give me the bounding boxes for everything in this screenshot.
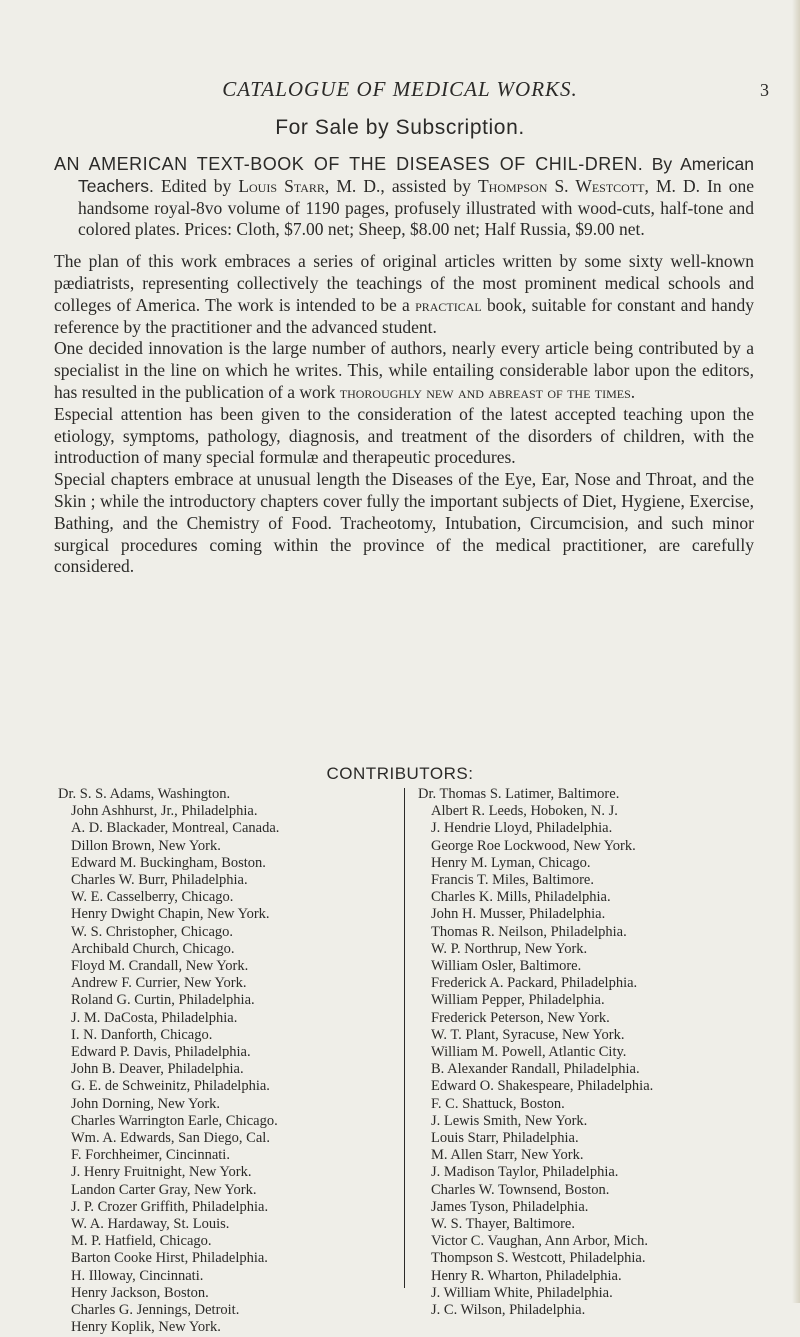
contributor-entry: W. A. Hardaway, St. Louis.: [71, 1216, 230, 1233]
contributor-entry: William Pepper, Philadelphia.: [431, 992, 605, 1009]
contributor-entry: W. S. Thayer, Baltimore.: [431, 1216, 575, 1233]
contributor-entry: Dr. S. S. Adams, Washington.: [58, 786, 231, 802]
page-edge: [792, 0, 800, 1303]
contributors-left-column: [58, 786, 279, 1337]
contributor-entry: W. E. Casselberry, Chicago.: [71, 889, 234, 906]
contributor-entry: Frederick A. Packard, Philadelphia.: [431, 975, 638, 992]
contributor-entry: M. P. Hatfield, Chicago.: [71, 1233, 212, 1250]
paragraph-plan: [54, 251, 754, 338]
contributor-entry: John H. Musser, Philadelphia.: [431, 906, 606, 923]
contributor-entry: J. Madison Taylor, Philadelphia.: [431, 1164, 619, 1181]
page-number: 3: [760, 80, 769, 100]
contributor-entry: I. N. Danforth, Chicago.: [71, 1026, 213, 1043]
contributor-entry: Charles G. Jennings, Detroit.: [71, 1302, 240, 1319]
contributor-entry: Albert R. Leeds, Hoboken, N. J.: [431, 803, 618, 820]
contributor-entry: Dr. Thomas S. Latimer, Baltimore.: [418, 786, 620, 802]
contributor-entry: Edward P. Davis, Philadelphia.: [71, 1044, 251, 1061]
contributor-entry: W. P. Northrup, New York.: [431, 940, 588, 957]
contributor-entry: Barton Cooke Hirst, Philadelphia.: [71, 1250, 268, 1267]
running-head: CATALOGUE OF MEDICAL WORKS.: [222, 77, 578, 101]
contributor-entry: Victor C. Vaughan, Ann Arbor, Mich.: [431, 1233, 648, 1250]
contributor-entry: J. P. Crozer Griffith, Philadelphia.: [71, 1198, 269, 1215]
contributor-entry: Andrew F. Currier, New York.: [71, 975, 247, 992]
contributor-entry: William M. Powell, Atlantic City.: [431, 1044, 627, 1061]
assistant-name: Thompson S. Westcott: [477, 175, 645, 196]
contributor-entry: Floyd M. Crandall, New York.: [71, 958, 249, 975]
contributor-entry: Charles K. Mills, Philadelphia.: [431, 889, 611, 906]
contributor-entry: Roland G. Curtin, Philadelphia.: [71, 992, 255, 1009]
contributor-entry: Frederick Peterson, New York.: [431, 1009, 610, 1026]
contributor-entry: Archibald Church, Chicago.: [71, 940, 235, 957]
contributor-entry: Henry M. Lyman, Chicago.: [431, 854, 591, 871]
contributor-entry: G. E. de Schweinitz, Philadelphia.: [71, 1078, 270, 1095]
editor-name: Louis Starr: [238, 175, 325, 196]
paragraph-innovation: [54, 338, 754, 403]
contributor-entry: George Roe Lockwood, New York.: [431, 837, 636, 854]
contributor-entry: William Osler, Baltimore.: [431, 958, 582, 975]
contributor-entry: F. C. Shattuck, Boston.: [431, 1095, 565, 1112]
contributor-entry: Henry Jackson, Boston.: [71, 1284, 209, 1301]
contributor-entry: Charles W. Townsend, Boston.: [431, 1181, 610, 1198]
assisted-by-label: assisted by: [391, 175, 471, 196]
contributor-entry: F. Forchheimer, Cincinnati.: [71, 1147, 230, 1164]
contributor-entry: J. C. Wilson, Philadelphia.: [431, 1302, 586, 1319]
paragraph-attention: Especial attention has been given to the consideration of the latest accepted teaching upon the etiology, symptoms, pathology, diagnosis, and treatment of the disorders of children, with the introduction of many special formulæ and therapeutic procedures.: [54, 403, 754, 468]
section-title: For Sale by Subscription.: [275, 116, 525, 139]
paragraph-innovation-text: One decided innovation is the large number of authors, nearly every article being contributed by a specialist in the line on which he writes. This, while entailing considerable labor upon the editors, has resulted in the publication of a work: [54, 338, 754, 402]
contributor-entry: M. Allen Starr, New York.: [431, 1147, 584, 1164]
contributor-entry: J. William White, Philadelphia.: [431, 1284, 613, 1301]
contributor-entry: Edward O. Shakespeare, Philadelphia.: [431, 1078, 654, 1095]
column-divider: [404, 788, 405, 1288]
contributor-entry: John Dorning, New York.: [71, 1095, 221, 1112]
contributor-entry: Francis T. Miles, Baltimore.: [431, 872, 594, 889]
contributors-right-column: [418, 786, 653, 1319]
contributor-entry: John Ashhurst, Jr., Philadelphia.: [71, 803, 258, 820]
editor-degree: , M. D.,: [324, 175, 385, 196]
contributor-entry: James Tyson, Philadelphia.: [431, 1198, 589, 1215]
practical-emphasis: practical: [415, 294, 482, 315]
contributor-entry: W. S. Christopher, Chicago.: [71, 923, 233, 940]
paragraph-plan-text: The plan of this work embraces a series of original articles written by some sixty well-known pædiatrists, representing collectively the teachings of the most prominent medical schools and colleges of America. The work is intended to be a: [54, 251, 754, 315]
contributor-entry: B. Alexander Randall, Philadelphia.: [431, 1061, 640, 1078]
book-entry: [54, 154, 754, 241]
contributor-entry: Thomas R. Neilson, Philadelphia.: [431, 923, 627, 940]
contributor-entry: Louis Starr, Philadelphia.: [431, 1130, 579, 1147]
paragraph-chapters: Special chapters embrace at unusual length the Diseases of the Eye, Ear, Nose and Throat, and the Skin ; while the introductory chapters cover fully the important subjects of Diet, Hygiene, Exercise, Bathing, and the Chemistry of Food. Tracheotomy, Intubation, Circumcision, and such minor surgical procedures coming within the province of the medical practitioner, are carefully considered.: [54, 469, 754, 577]
book-description: In one handsome royal-8vo volume of 1190 pages, profusely illustrated with wood-cuts, half-tone and colored plates. Prices: Cloth, $7.00 net; Sheep, $8.00 net; Half Russia, $9.00 net.: [78, 175, 755, 240]
contributor-entry: J. Henry Fruitnight, New York.: [71, 1164, 252, 1181]
contributor-entry: Thompson S. Westcott, Philadelphia.: [431, 1250, 646, 1267]
contributor-entry: Wm. A. Edwards, San Diego, Cal.: [71, 1130, 270, 1147]
contributor-entry: Dillon Brown, New York.: [71, 837, 221, 854]
contributor-entry: Landon Carter Gray, New York.: [71, 1181, 257, 1198]
contributor-entry: John B. Deaver, Philadelphia.: [71, 1061, 244, 1078]
contributor-entry: Henry Koplik, New York.: [71, 1319, 221, 1336]
book-listing: [54, 154, 754, 578]
contributor-entry: H. Illoway, Cincinnati.: [71, 1267, 204, 1284]
paragraph-plan-end: book, suitable for constant and handy reference by the practitioner and the advanced student.: [54, 294, 754, 337]
contributor-entry: W. T. Plant, Syracuse, New York.: [431, 1026, 625, 1043]
contributor-entry: Edward M. Buckingham, Boston.: [71, 854, 266, 871]
contributors-heading: CONTRIBUTORS:: [326, 764, 474, 783]
contributor-entry: J. M. DaCosta, Philadelphia.: [71, 1009, 238, 1026]
assistant-degree: , M. D.: [644, 175, 700, 196]
contributor-entry: Henry R. Wharton, Philadelphia.: [431, 1267, 622, 1284]
contributor-entry: J. Lewis Smith, New York.: [431, 1112, 588, 1129]
innovation-emphasis: thoroughly new and abreast of the times.: [339, 381, 636, 402]
contributor-entry: Charles Warrington Earle, Chicago.: [71, 1112, 278, 1129]
contributor-entry: J. Hendrie Lloyd, Philadelphia.: [431, 820, 613, 837]
contributor-entry: A. D. Blackader, Montreal, Canada.: [71, 820, 280, 837]
contributor-entry: Charles W. Burr, Philadelphia.: [71, 872, 248, 889]
contributor-entry: Henry Dwight Chapin, New York.: [71, 906, 270, 923]
book-title: AN AMERICAN TEXT-BOOK OF THE DISEASES OF CHIL-DREN.: [54, 154, 644, 174]
book-by: By American Teachers.: [78, 154, 755, 196]
edited-by-label: Edited by: [160, 175, 232, 196]
